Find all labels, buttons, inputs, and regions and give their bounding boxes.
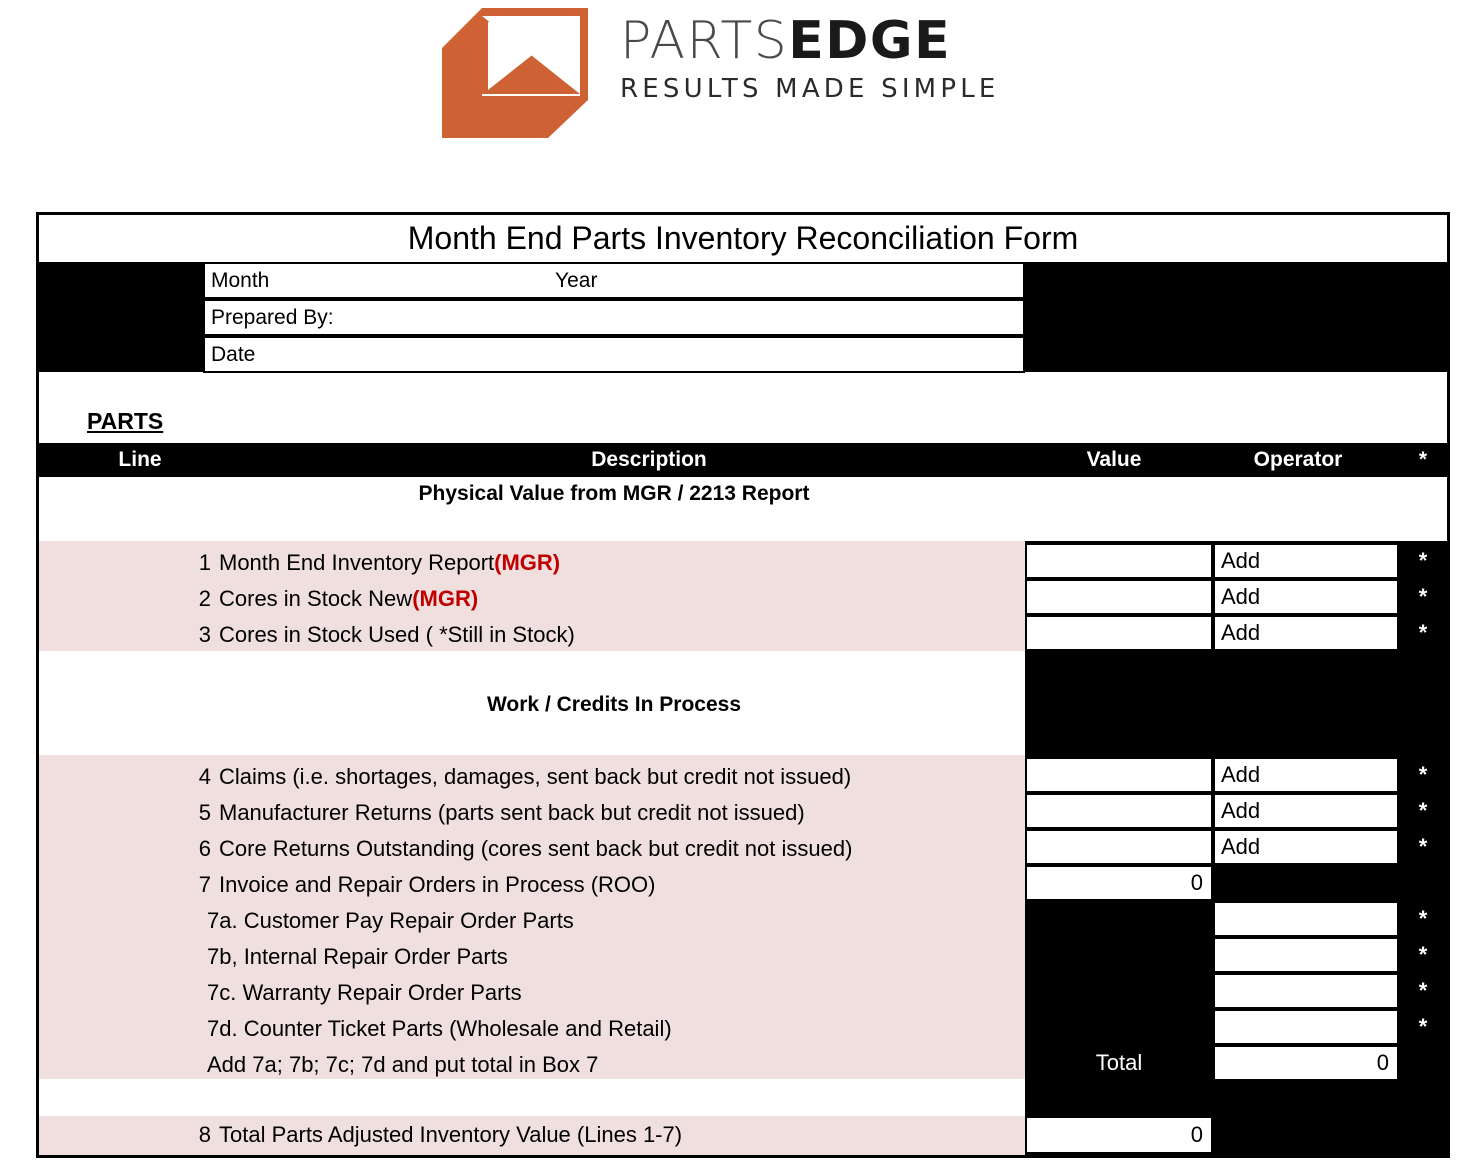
operator-input-row-6[interactable]: Add bbox=[1213, 829, 1399, 865]
brand-name-bold: EDGE bbox=[788, 11, 952, 71]
star-marker-row-4: * bbox=[1418, 762, 1428, 787]
operator-input-row-4[interactable]: Add bbox=[1213, 757, 1399, 793]
row-description: Add 7a; 7b; 7c; 7d and put total in Box 7 bbox=[207, 1052, 599, 1077]
gap-black-fill-1 bbox=[1025, 651, 1447, 755]
row-number: 6 bbox=[198, 836, 211, 861]
table-row bbox=[189, 759, 1029, 795]
brand-header bbox=[0, 0, 1482, 200]
table-row bbox=[207, 1011, 1027, 1047]
star-marker-row-1: * bbox=[1418, 548, 1428, 573]
date-field[interactable] bbox=[203, 336, 1025, 373]
star-marker-row-3: * bbox=[1418, 620, 1428, 645]
reconciliation-form bbox=[36, 212, 1450, 1158]
value-input-row-8[interactable]: 0 bbox=[1025, 1116, 1213, 1154]
table-column-header bbox=[39, 443, 1447, 477]
operator-input-row-2[interactable]: Add bbox=[1213, 579, 1399, 615]
value-input-row-1[interactable] bbox=[1025, 543, 1213, 579]
row-number: 3 bbox=[198, 622, 211, 647]
value-input-row-5[interactable] bbox=[1025, 793, 1213, 829]
table-row bbox=[189, 617, 1019, 653]
row-description: Total Parts Adjusted Inventory Value (Lines 1-7) bbox=[219, 1122, 683, 1147]
year-label: Year bbox=[555, 268, 598, 292]
row-description: Month End Inventory Report bbox=[219, 550, 495, 575]
row-description: Claims (i.e. shortages, damages, sent back but credit not issued) bbox=[219, 764, 852, 789]
row-number: 5 bbox=[198, 800, 211, 825]
subtotal-label: Total bbox=[1095, 1050, 1143, 1075]
prepared-by-label: Prepared By: bbox=[211, 305, 334, 329]
row-number: 4 bbox=[198, 764, 211, 789]
row-emphasis: (MGR) bbox=[494, 550, 561, 575]
star-marker-row-6: * bbox=[1418, 834, 1428, 859]
value-input-row-7a[interactable] bbox=[1213, 901, 1399, 937]
table-row bbox=[189, 831, 1029, 867]
operator-input-row-3[interactable]: Add bbox=[1213, 615, 1399, 651]
operator-input-row-5[interactable]: Add bbox=[1213, 793, 1399, 829]
row-number: 1 bbox=[198, 550, 211, 575]
month-year-field[interactable] bbox=[203, 262, 1025, 299]
table-row bbox=[207, 939, 1027, 975]
month-label: Month bbox=[211, 268, 270, 292]
header-right-fill bbox=[1025, 262, 1447, 372]
table-row bbox=[207, 1047, 1027, 1083]
star-marker-row-7a: * bbox=[1418, 906, 1428, 931]
table-row bbox=[189, 795, 1029, 831]
operator-input-row-1[interactable]: Add bbox=[1213, 543, 1399, 579]
row-number: 7 bbox=[198, 872, 211, 897]
header-left-fill bbox=[39, 262, 203, 372]
value-input-row-6[interactable] bbox=[1025, 829, 1213, 865]
row-description: Invoice and Repair Orders in Process (ROO) bbox=[219, 872, 656, 897]
row-description: Manufacturer Returns (parts sent back but credit not issued) bbox=[219, 800, 805, 825]
column-header-line: Line bbox=[118, 448, 162, 471]
row-number: 2 bbox=[198, 586, 211, 611]
value-input-row-7c[interactable] bbox=[1213, 973, 1399, 1009]
star-marker-row-2: * bbox=[1418, 584, 1428, 609]
value-input-row-4[interactable] bbox=[1025, 757, 1213, 793]
value-input-row-3[interactable] bbox=[1025, 615, 1213, 651]
row-description: Core Returns Outstanding (cores sent back but credit not issued) bbox=[219, 836, 853, 861]
gap-black-fill-2 bbox=[1025, 1079, 1447, 1116]
section-heading-physical-value: Physical Value from MGR / 2213 Report bbox=[418, 482, 810, 505]
row-description: 7b, Internal Repair Order Parts bbox=[207, 944, 508, 969]
date-label: Date bbox=[211, 342, 256, 366]
table-row bbox=[189, 1117, 1029, 1153]
table-row bbox=[207, 903, 1027, 939]
prepared-by-field[interactable] bbox=[203, 299, 1025, 336]
column-header-description: Description bbox=[591, 448, 707, 471]
brand-wordmark bbox=[620, 12, 1060, 106]
table-row bbox=[189, 867, 1029, 903]
brand-name-light: PARTS bbox=[620, 11, 789, 71]
table-row bbox=[189, 581, 1019, 617]
table-row bbox=[189, 545, 1019, 581]
row-description: 7c. Warranty Repair Order Parts bbox=[207, 980, 522, 1005]
column-header-value: Value bbox=[1086, 448, 1142, 471]
row-description: Cores in Stock New bbox=[219, 586, 413, 611]
value-input-row-7b[interactable] bbox=[1213, 937, 1399, 973]
row-emphasis: (MGR) bbox=[412, 586, 479, 611]
value-input-row-2[interactable] bbox=[1025, 579, 1213, 615]
star-marker-row-7c: * bbox=[1418, 978, 1428, 1003]
parts-section-label: PARTS bbox=[87, 407, 164, 434]
row-description: 7d. Counter Ticket Parts (Wholesale and Retail) bbox=[207, 1016, 672, 1041]
page-title: Month End Parts Inventory Reconciliation Form bbox=[407, 220, 1079, 256]
row-description: Cores in Stock Used ( *Still in Stock) bbox=[219, 622, 575, 647]
column-header-operator: Operator bbox=[1253, 448, 1343, 471]
star-marker-row-5: * bbox=[1418, 798, 1428, 823]
column-header-star: * bbox=[1418, 448, 1428, 471]
brand-tagline: RESULTS MADE SIMPLE bbox=[620, 74, 1000, 104]
star-marker-row-7d: * bbox=[1418, 1014, 1428, 1039]
partsedge-logo-icon bbox=[442, 8, 588, 138]
section-heading-work-credits: Work / Credits In Process bbox=[486, 693, 742, 716]
row-description: 7a. Customer Pay Repair Order Parts bbox=[207, 908, 574, 933]
star-marker-row-7b: * bbox=[1418, 942, 1428, 967]
table-row bbox=[207, 975, 1027, 1011]
value-input-row-7d[interactable] bbox=[1213, 1009, 1399, 1045]
subtotal-value-box-7[interactable]: 0 bbox=[1213, 1045, 1399, 1081]
value-input-row-7[interactable]: 0 bbox=[1025, 865, 1213, 901]
row-number: 8 bbox=[198, 1122, 211, 1147]
